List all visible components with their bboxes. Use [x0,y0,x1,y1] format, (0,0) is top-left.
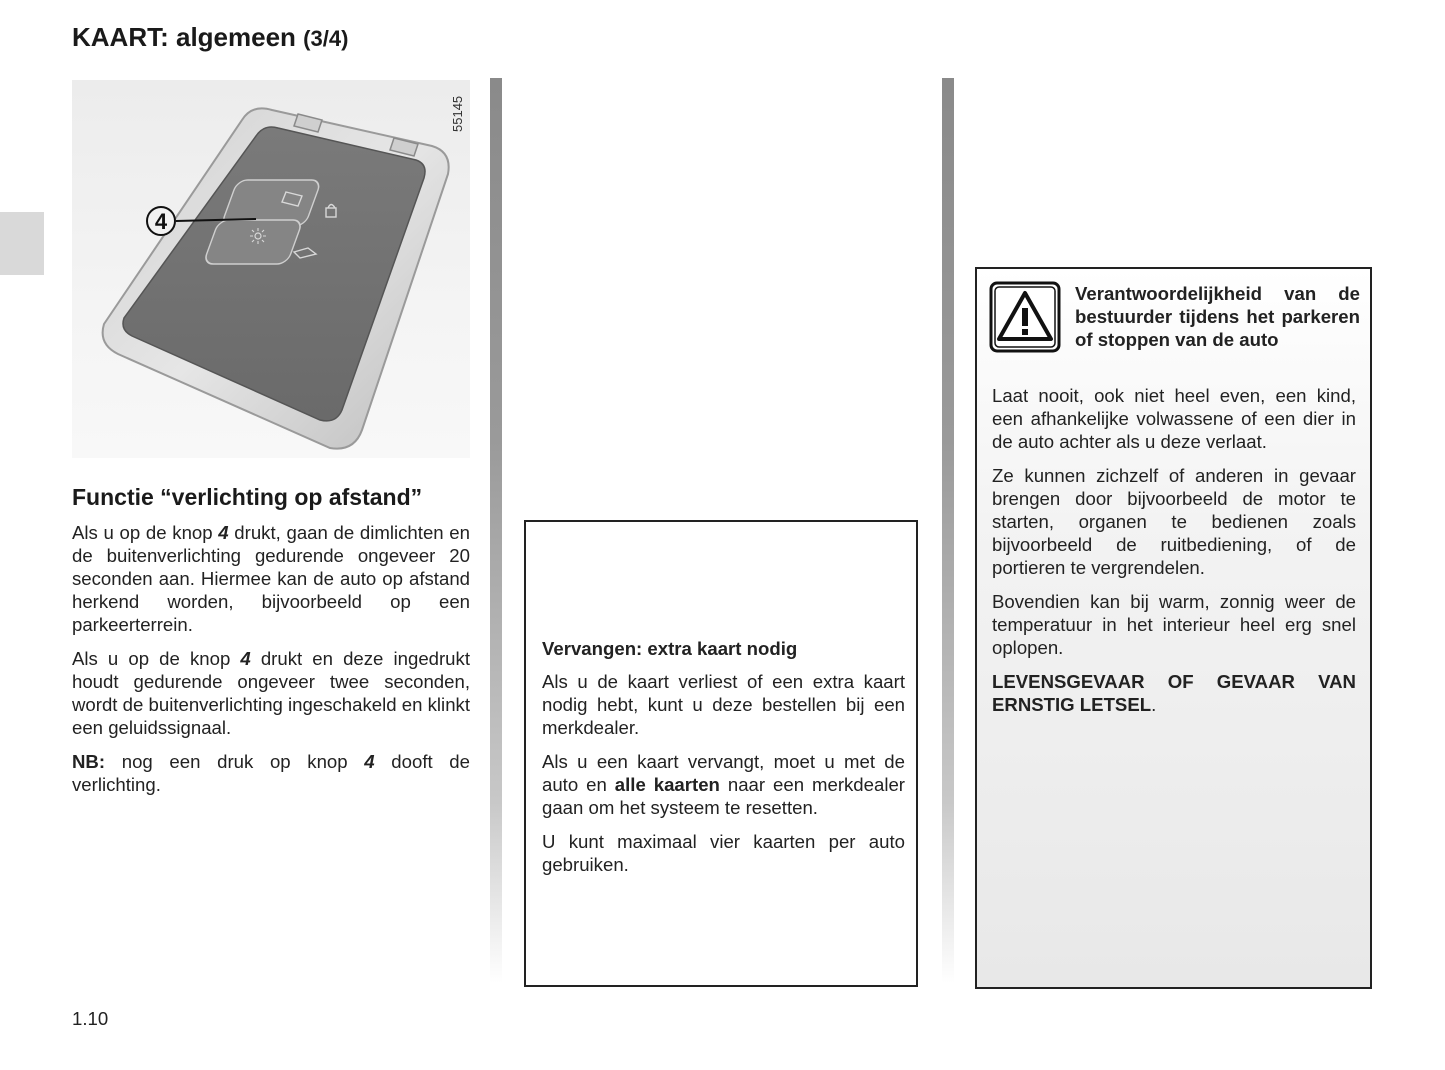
page-title-part: (3/4) [303,26,349,51]
warning-title: Verantwoordelijkheid van de bestuurder tijdens het parkeren of stoppen van de auto [1075,283,1360,350]
paragraph: Laat nooit, ook niet heel even, een kind, een afhankelijke volwassene of een dier in de auto achter als u deze verlaat. [992,385,1356,452]
danger-paragraph [992,670,1356,716]
bold-text: alle kaarten [614,774,720,795]
note-label: NB: [72,751,106,772]
paragraph [72,521,470,636]
callout-number: 4 [154,209,168,234]
note-paragraph [72,750,470,796]
text-run: drukt en deze ingedrukt houdt gedurende ongeveer twee seconden, wordt de buitenverlichting ingeschakeld en klinkt een geluidssignaal. [72,648,470,738]
paragraph: Als u de kaart verliest of een extra kaart nodig hebt, kunt u deze bestellen bij een merkdealer. [542,671,905,738]
section-title: Functie “verlichting op afstand” [72,484,423,510]
text-run: nog een druk op knop [105,751,365,772]
text-run: Als u op de knop [72,648,241,669]
column-left-text [72,521,470,807]
button-reference: 4 [240,648,251,669]
paragraph: Ze kunnen zichzelf of anderen in gevaar brengen door bijvoorbeeld de motor te starten, organen te bedienen zoals bijvoorbeeld de ruitbediening, of de portieren te vergrendelen. [992,465,1356,578]
text-run: naar een merkdealer gaan om het systeem te resetten. [542,774,905,818]
text-run: Als u een kaart vervangt, moet u met de auto en [542,751,905,795]
paragraph [72,647,470,739]
text-run: Als u op de knop [72,522,219,543]
button-reference: 4 [364,751,375,772]
paragraph: U kunt maximaal vier kaarten per auto gebruiken. [542,831,905,875]
button-reference: 4 [218,522,229,543]
danger-text: LEVENSGEVAAR OF GEVAAR VAN ERNSTIG LETSEL [992,671,1356,715]
text-run: dooft de verlichting. [72,751,470,795]
column-divider-left [490,78,502,983]
paragraph: Bovendien kan bij warm, zonnig weer de temperatuur in het interieur heel erg snel oplopen. [992,591,1356,658]
column-divider-right [942,78,954,983]
section-tab-marker [0,212,44,275]
key-card-illustration [72,80,470,458]
replacement-card-box [524,520,918,987]
figure-reference-number: 55145 [450,95,465,132]
text-run: drukt, gaan de dimlichten en de buitenverlichting gedurende ongeveer 20 seconden aan. Hiermee kan de auto op afstand herkend worden, bijvoorbeeld op een parkeerterrein. [72,522,470,635]
paragraph [542,750,905,819]
replacement-box-title: Vervangen: extra kaart nodig [542,638,798,659]
text-run: . [1151,694,1157,715]
page-number: 1.10 [72,1008,109,1029]
page-title [72,22,348,53]
warning-box [975,267,1372,989]
warning-triangle-icon [989,281,1061,353]
page-title-text: KAART: algemeen [72,22,296,52]
